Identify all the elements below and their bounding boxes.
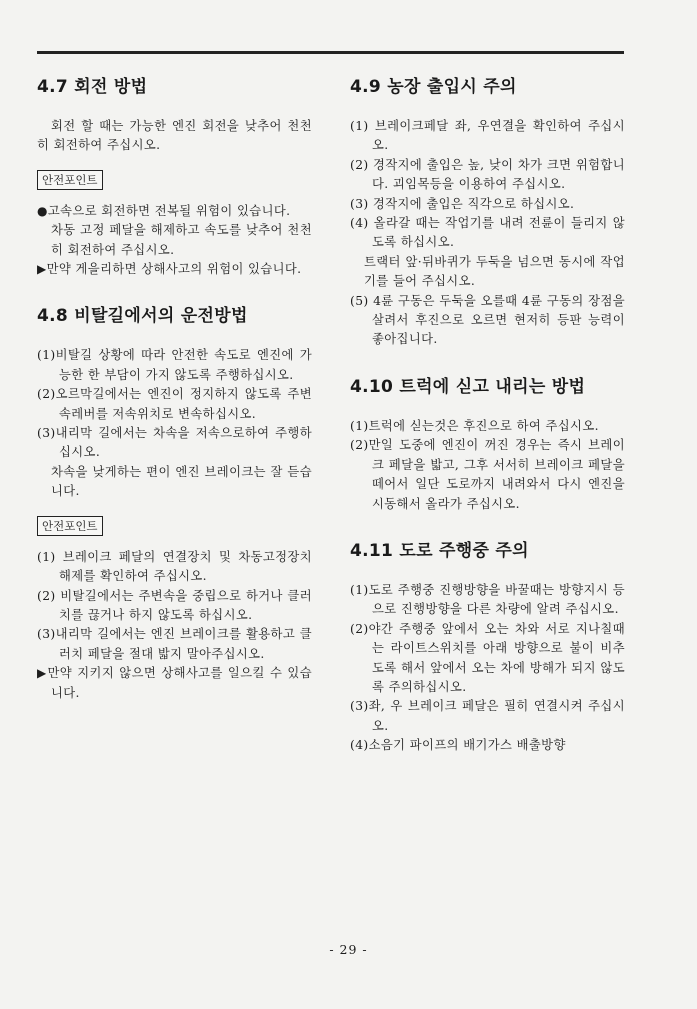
safety-item: (2) 비탈길에서는 주변속을 중립으로 하거나 클러치를 끊거나 하지 않도록 하십시오. bbox=[37, 588, 312, 622]
section-4-8-title: 4.8 비탈길에서의 운전방법 bbox=[37, 306, 248, 327]
bullet-text: 고속으로 회전하면 전복될 위험이 있습니다. bbox=[47, 203, 291, 218]
list-item: (2)만일 도중에 엔진이 꺼진 경우는 즉시 브레이크 페달을 밟고, 그후 서서히 브레이크 페달을 떼어서 일단 도로까지 내려와서 다시 엔진을 시동해서 올라가 주십시오. bbox=[350, 438, 625, 511]
list-item: (1)비탈길 상황에 따라 안전한 속도로 엔진에 가능한 한 부담이 가지 않도록 주행하십시오. bbox=[37, 348, 312, 382]
safety-item: (1) 브레이크 페달의 연결장치 및 차동고정장치 해제를 확인하여 주십시오. bbox=[37, 549, 312, 584]
section-4-7-title: 4.7 회전 방법 bbox=[37, 77, 148, 97]
page-number: - 29 - bbox=[329, 942, 368, 957]
section-4-9-title: 4.9 농장 출입시 주의 bbox=[350, 77, 517, 97]
list-item: (5) 4륜 구동은 두둑을 오를때 4륜 구동의 장점을 살려서 후진으로 오르면 현저히 등판 능력이 좋아집니다. bbox=[350, 293, 625, 347]
list-item: (1)도로 주행중 진행방향을 바꿀때는 방향지시 등으로 진행방향을 다른 차량에 알려 주십시오. bbox=[350, 582, 625, 617]
list-item-continuation: 트랙터 앞·뒤바퀴가 두둑을 넘으면 동시에 작업기를 들어 주십시오. bbox=[364, 254, 625, 289]
warning-text: 만약 지키지 않으면 상해사고를 일으킬 수 있습니다. bbox=[47, 666, 312, 700]
list-item: (2)야간 주행중 앞에서 오는 차와 서로 지나칠때는 라이트스위치를 아래 방향으로 불이 비추도록 해서 앞에서 오는 차에 방해가 되지 않도록 주의하십시오. bbox=[350, 621, 625, 694]
warning-item bbox=[37, 260, 312, 279]
list-item: (4)소음기 파이프의 배기가스 배출방향 bbox=[350, 738, 566, 753]
list-item: (3)내리막 길에서는 차속을 저속으로하여 주행하십시오. bbox=[37, 426, 312, 460]
warning-item bbox=[37, 664, 312, 703]
bullet-item bbox=[37, 202, 312, 221]
left-column bbox=[37, 72, 312, 703]
section-4-7-intro: 회전 할 때는 가능한 엔진 회전을 낮추어 천천히 회전하여 주십시오. bbox=[37, 119, 312, 153]
black-circle-icon: ● bbox=[37, 203, 48, 218]
section-4-11-title: 4.11 도로 주행중 주의 bbox=[350, 540, 529, 561]
safety-item: (3)내리막 길에서는 엔진 브레이크를 활용하고 클러치 페달을 절대 밟지 말아주십시오. bbox=[37, 627, 312, 661]
right-column bbox=[350, 72, 625, 756]
list-item-continuation: 차속을 낮게하는 편이 엔진 브레이크는 잘 듣습니다. bbox=[51, 464, 312, 499]
list-item: (2) 경작지에 출입은 높, 낮이 차가 크면 위험합니다. 괴임목등을 이용하여 주십시오. bbox=[350, 157, 625, 192]
list-item: (4) 올라갈 때는 작업기를 내려 전륜이 들리지 않도록 하십시오. bbox=[350, 216, 625, 250]
list-item: (2)오르막길에서는 엔진이 정지하지 않도록 주변속레버를 저속위치로 변속하십시오. bbox=[37, 387, 312, 421]
section-4-10-title: 4.10 트럭에 싣고 내리는 방법 bbox=[350, 376, 586, 397]
right-triangle-icon: ▶ bbox=[37, 262, 47, 277]
right-triangle-icon: ▶ bbox=[37, 666, 48, 681]
safety-point-badge: 안전포인트 bbox=[37, 170, 103, 190]
top-rule bbox=[37, 51, 624, 54]
list-item: (1) 브레이크페달 좌, 우연결을 확인하여 주십시오. bbox=[350, 119, 625, 153]
list-item: (3) 경작지에 출입은 직각으로 하십시오. bbox=[350, 196, 575, 211]
list-item: (1)트럭에 싣는것은 후진으로 하여 주십시오. bbox=[350, 418, 599, 433]
warning-text: 만약 게을리하면 상해사고의 위험이 있습니다. bbox=[46, 262, 302, 277]
safety-point-badge: 안전포인트 bbox=[37, 516, 103, 536]
bullet-continuation: 차동 고정 페달을 해제하고 속도를 낮추어 천천히 회전하여 주십시오. bbox=[51, 223, 312, 257]
list-item: (3)좌, 우 브레이크 페달은 필히 연결시켜 주십시오. bbox=[350, 699, 625, 733]
